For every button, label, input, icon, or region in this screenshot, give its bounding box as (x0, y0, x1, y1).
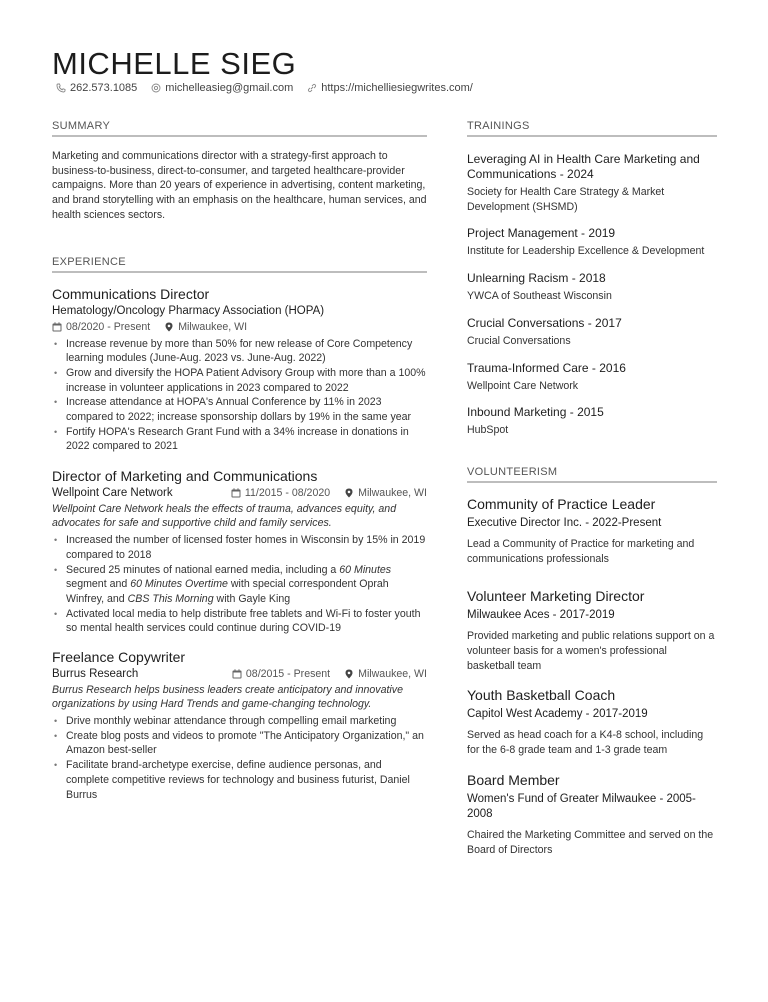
job-bullet: • Increase revenue by more than 50% for new release of Core Competency learning modules (June-Aug. 2023 vs. June-Aug. 2022) (52, 337, 427, 366)
volunteer-title: Youth Basketball Coach (467, 687, 616, 704)
job-org: Burrus Research (52, 668, 139, 681)
job-bullet: • Activated local media to help distribute free tablets and Wi-Fi to foster youth so mental health services could continue during COVID-19 (52, 607, 427, 636)
job-org: Hematology/Oncology Pharmacy Association (HOPA) (52, 304, 325, 317)
job-location-text: Milwaukee, WI (358, 668, 427, 681)
job-entry (52, 286, 427, 455)
job-bullets (52, 714, 427, 802)
job-title: Communications Director (52, 285, 210, 302)
training-item (467, 271, 717, 304)
job-bullet: • Increase attendance at HOPA's Annual Conference by 11% in 2023 compared to 2022; increase sponsorship dollars by 19% in the same year (52, 395, 427, 424)
job-bullets (52, 533, 427, 636)
job-org: Wellpoint Care Network (52, 487, 173, 500)
training-title: Trauma-Informed Care - 2016 (467, 360, 626, 375)
job-description: Burrus Research helps business leaders create anticipatory and innovative organizations by using Hard Trends and game-changing technology. (52, 684, 403, 711)
job-dates-text: 08/2015 - Present (245, 668, 331, 681)
calendar-icon (231, 488, 241, 498)
job-bullet: • Fortify HOPA's Research Grant Fund with a 34% increase in donations in 2022 compared to 2021 (52, 425, 427, 454)
location-pin-icon (344, 488, 354, 498)
summary-text: Marketing and communications director with a strategy-first approach to business-to-business, direct-to-consumer, and targeted healthcare-provider campaigns. More than 20 years of experience in advertising, content marketing, and brand storytelling with an emphasis on the healthcare, human services, and health sciences sectors. (52, 150, 427, 221)
training-item (467, 361, 717, 394)
right-column (467, 120, 717, 857)
contact-phone (56, 82, 137, 94)
job-entry (52, 649, 427, 802)
volunteer-org: Capitol West Academy - 2017-2019 (467, 708, 648, 721)
job-entry (52, 468, 427, 636)
calendar-icon (52, 322, 62, 332)
training-title: Project Management - 2019 (467, 226, 616, 241)
job-bullets (52, 337, 427, 455)
experience-heading: EXPERIENCE (52, 256, 427, 273)
job-bullet: • Drive monthly webinar attendance through compelling email marketing (52, 714, 427, 729)
training-org: Crucial Conversations (467, 334, 571, 347)
job-bullet: • Facilitate brand-archetype exercise, define audience personas, and complete competitive reviews for technology and business futurist, Daniel Burrus (52, 758, 427, 802)
volunteer-org: Women's Fund of Greater Milwaukee - 2005-2008 (467, 792, 696, 820)
job-bullet-media: • Secured 25 minutes of national earned media, including a 60 Minutes segment and 60 Minutes Overtime with special correspondent Oprah Winfrey, and CBS This Morning with Gayle King (52, 563, 427, 607)
email-text[interactable]: michelleasieg@gmail.com (165, 82, 294, 94)
job-location (344, 487, 427, 499)
summary-heading: SUMMARY (52, 120, 427, 137)
volunteer-item (467, 687, 717, 757)
calendar-icon (232, 669, 242, 679)
job-location (164, 321, 247, 333)
training-item (467, 316, 717, 349)
volunteer-desc: Served as head coach for a K4-8 school, including for the 6-8 grade team and 1-3 grade team (467, 729, 704, 757)
location-pin-icon (164, 322, 174, 332)
volunteer-item (467, 772, 717, 857)
job-location-text: Milwaukee, WI (358, 487, 427, 500)
contact-website[interactable] (307, 82, 473, 94)
training-item (467, 405, 717, 438)
volunteer-title: Community of Practice Leader (467, 495, 656, 512)
contact-row (56, 82, 473, 94)
job-dates-text: 08/2020 - Present (66, 320, 151, 333)
training-org: Wellpoint Care Network (467, 379, 579, 392)
training-item (467, 152, 717, 214)
volunteer-org: Executive Director Inc. - 2022-Present (467, 516, 662, 529)
resume-name: MICHELLE SIEG (52, 46, 297, 81)
volunteer-desc: Chaired the Marketing Committee and served on the Board of Directors (467, 828, 714, 856)
job-dates (52, 321, 150, 333)
job-meta (232, 668, 427, 680)
volunteerism-heading: VOLUNTEERISM (467, 466, 717, 483)
phone-icon (56, 83, 66, 93)
training-org: Society for Health Care Strategy & Market Development (SHSMD) (467, 186, 665, 213)
job-bullet: • Grow and diversify the HOPA Patient Advisory Group with more than a 100% increase in volunteer applications in 2023 compared to 2022 (52, 366, 427, 395)
website-text[interactable]: https://michelliesiegwrites.com/ (321, 82, 473, 94)
volunteer-org: Milwaukee Aces - 2017-2019 (467, 609, 615, 622)
job-dates (232, 668, 330, 680)
job-location (344, 668, 427, 680)
training-org: YWCA of Southeast Wisconsin (467, 290, 612, 303)
job-meta (52, 321, 427, 333)
volunteer-item (467, 496, 717, 566)
job-org-row (52, 487, 427, 499)
contact-email[interactable] (151, 82, 293, 94)
job-meta (231, 487, 427, 499)
phone-text: 262.573.1085 (70, 82, 138, 94)
training-org: HubSpot (467, 424, 509, 437)
training-item (467, 226, 717, 259)
volunteer-item (467, 588, 717, 673)
job-bullet: • Create blog posts and videos to promote "The Anticipatory Organization," an Amazon best-seller (52, 729, 427, 758)
training-org: Institute for Leadership Excellence & Development (467, 245, 705, 258)
job-dates-text: 11/2015 - 08/2020 (244, 487, 331, 500)
training-title: Inbound Marketing - 2015 (467, 405, 604, 420)
at-icon (151, 83, 161, 93)
training-title: Unlearning Racism - 2018 (467, 271, 606, 286)
job-title: Freelance Copywriter (52, 649, 186, 666)
job-description: Wellpoint Care Network heals the effects of trauma, advances equity, and advocates for safe and supportive child and family services. (52, 503, 397, 530)
volunteer-title: Board Member (467, 771, 560, 788)
training-title: Crucial Conversations - 2017 (467, 315, 622, 330)
job-location-text: Milwaukee, WI (178, 320, 248, 333)
job-dates (231, 487, 330, 499)
job-title: Director of Marketing and Communications (52, 468, 318, 485)
job-bullet: • Increased the number of licensed foster homes in Wisconsin by 15% in 2019 compared to 2018 (52, 533, 427, 562)
left-column (52, 120, 427, 802)
trainings-heading: TRAININGS (467, 120, 717, 137)
training-title: Leveraging AI in Health Care Marketing and Communications - 2024 (467, 152, 700, 181)
job-org-row (52, 668, 427, 680)
volunteer-desc: Lead a Community of Practice for marketing and communications professionals (467, 537, 695, 565)
link-icon (307, 83, 317, 93)
volunteer-title: Volunteer Marketing Director (467, 588, 645, 605)
location-pin-icon (344, 669, 354, 679)
volunteer-desc: Provided marketing and public relations support on a volunteer basis for a women's professional basketball team (467, 630, 715, 672)
